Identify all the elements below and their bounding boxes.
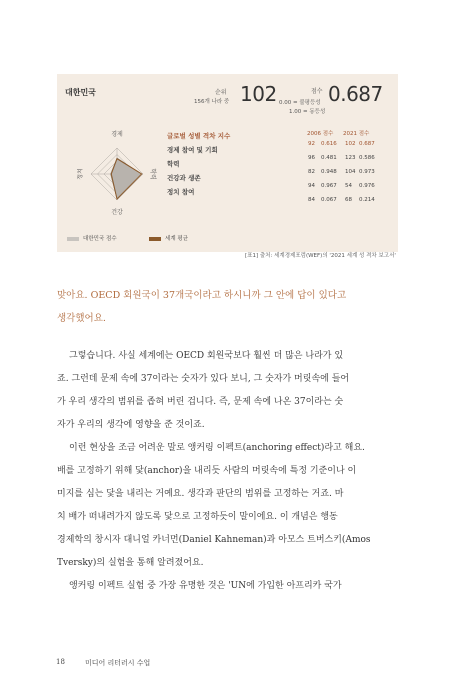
legend-average: 세계 평균 (149, 234, 188, 242)
cell: 92 (308, 141, 315, 147)
rank-value: 102 (240, 82, 277, 106)
paragraph-line: 배를 고정하기 위해 닻(anchor)을 내리듯 사람의 머릿속에 특정 기준이나 이 (57, 466, 357, 476)
column-header-2021: 2021 점수 (343, 131, 370, 137)
score-label: 점수 (311, 88, 323, 95)
score-scale-high: 1.00 = 동등성 (289, 109, 326, 115)
cell: 68 (345, 197, 352, 203)
cell: 0.948 (321, 169, 337, 175)
cell: 94 (308, 183, 315, 189)
rank-label: 순위 (215, 89, 227, 96)
score-scale-low: 0.00 = 불평등성 (279, 100, 321, 106)
paragraph-line: 앵커링 이펙트 실험 중 가장 유명한 것은 'UN에 가입한 아프리카 국가 (69, 581, 342, 591)
cell: 54 (345, 183, 352, 189)
cell: 0.976 (359, 183, 375, 189)
quote-line: 생각했어요. (57, 313, 106, 324)
cell: 0.586 (359, 155, 375, 161)
paragraph-line: 자가 우리의 생각에 영향을 준 것이죠. (57, 420, 205, 430)
paragraph-line: 이런 현상을 조금 어려운 말로 앵커링 이펙트(anchoring effect)라고 해요. (69, 443, 365, 453)
column-header-2006: 2006 점수 (307, 131, 334, 137)
cell: 0.967 (321, 183, 337, 189)
row-label: 건강과 생존 (167, 174, 201, 182)
paragraph-line: 경제학의 창시자 대니얼 카너먼(Daniel Kahneman)과 아모스 트버스키(Amos (57, 535, 371, 545)
radar-label-right: 학력 (149, 168, 156, 180)
radar-label-left: 정치 (77, 168, 84, 180)
paragraph-line: 가 우리 생각의 범위를 좁혀 버린 겁니다. 즉, 문제 속에 나온 37이라는 숫 (57, 397, 344, 407)
legend-swatch-country (67, 237, 79, 241)
cell: 82 (308, 169, 315, 175)
paragraph-line: 그렇습니다. 사실 세계에는 OECD 회원국보다 훨씬 더 많은 나라가 있 (69, 351, 344, 361)
cell: 102 (345, 141, 356, 147)
cell: 104 (345, 169, 356, 175)
cell: 0.616 (321, 141, 337, 147)
paragraph-line: Tversky)의 실험을 통해 알려졌어요. (57, 558, 204, 568)
score-value: 0.687 (328, 82, 383, 106)
paragraph-line: 미지를 심는 닻을 내리는 거예요. 생각과 판단의 범위를 고정하는 거죠. 마 (57, 489, 344, 499)
paragraph-line: 치 배가 떠내려가지 않도록 닻으로 고정하듯이 말이에요. 이 개념은 행동 (57, 512, 338, 522)
legend-swatch-average (149, 237, 161, 241)
paragraph-line: 죠. 그런데 문제 속에 37이라는 숫자가 있다 보니, 그 숫자가 머릿속에 들어 (57, 374, 350, 384)
cell: 0.687 (359, 141, 375, 147)
row-label: 정치 참여 (167, 188, 195, 196)
cell: 84 (308, 197, 315, 203)
rank-subtitle: 156개 나라 중 (194, 99, 230, 105)
statistics-card (57, 74, 398, 252)
cell: 0.067 (321, 197, 337, 203)
cell: 0.973 (359, 169, 375, 175)
row-label: 글로벌 성별 격차 지수 (167, 132, 231, 140)
book-title: 미디어 리터러시 수업 (85, 659, 151, 667)
cell: 123 (345, 155, 356, 161)
row-label: 경제 참여 및 기회 (167, 146, 218, 154)
cell: 96 (308, 155, 315, 161)
country-name: 대한민국 (65, 88, 96, 97)
cell: 0.481 (321, 155, 337, 161)
quote-line: 맞아요. OECD 회원국이 37개국이라고 하시니까 그 안에 답이 있다고 (57, 290, 347, 301)
row-label: 학력 (167, 160, 180, 168)
radar-label-bottom: 건강 (111, 209, 123, 216)
radar-chart (77, 126, 157, 216)
legend-country: 대한민국 점수 (67, 234, 117, 242)
cell: 0.214 (359, 197, 375, 203)
radar-label-top: 경제 (111, 131, 123, 138)
table-caption: [표1] 출처: 세계경제포럼(WEF)의 '2021 세계 성 격차 보고서' (245, 253, 396, 259)
page-number: 18 (56, 658, 65, 666)
